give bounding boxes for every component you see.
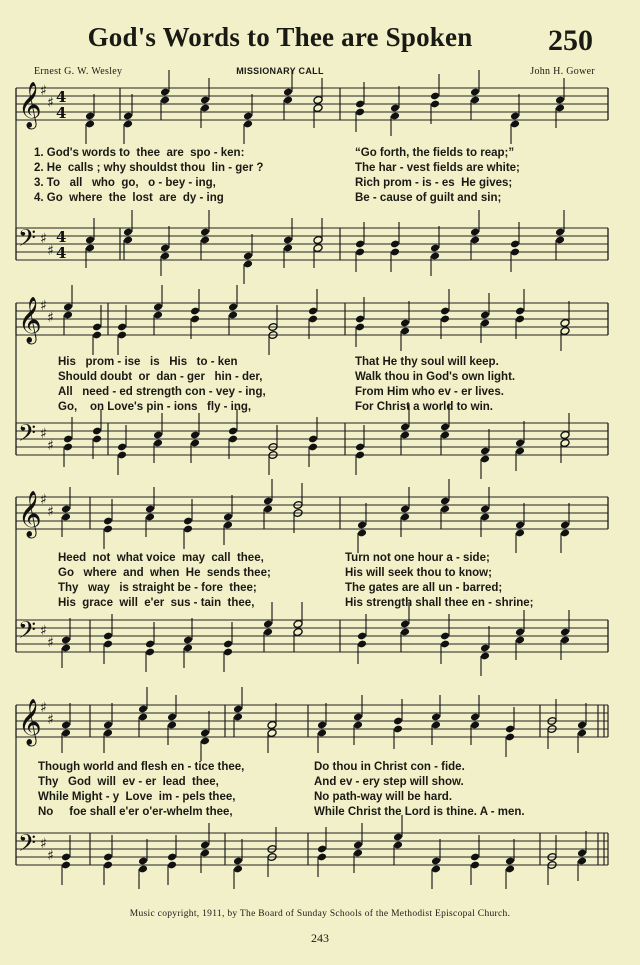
lyric-verse-3a: Thy way is straight be - fore thee; — [58, 582, 257, 594]
lyric-verse-2a: 2. He calls ; why shouldst thou lin - ger ? — [34, 162, 264, 174]
lyric-verse-2a: Go where and when He sends thee; — [58, 567, 271, 579]
system-2-treble-treble-clef-icon: 𝄞 — [18, 297, 42, 343]
lyric-verse-2b: And ev - ery step will show. — [314, 776, 464, 788]
system-1-bass-sharp-icon: ♯ — [40, 231, 47, 247]
lyric-verse-3b: No path-way will be hard. — [314, 791, 453, 803]
system-1-treble-sharp-icon: ♯ — [47, 95, 54, 111]
system-3-bass-sharp-icon: ♯ — [40, 623, 47, 639]
lyric-verse-4b: While Christ the Lord is thine. A - men. — [314, 806, 525, 818]
lyric-verse-1b: Do thou in Christ con - fide. — [314, 761, 465, 773]
lyric-verse-1a: His prom - ise is His to - ken — [58, 356, 238, 368]
system-4-treble-treble-clef-icon: 𝄞 — [18, 699, 42, 745]
lyric-verse-4b: Be - cause of guilt and sin; — [355, 192, 502, 204]
system-2-treble-sharp-icon: ♯ — [40, 298, 47, 314]
system-4-bass-sharp-icon: ♯ — [47, 848, 54, 864]
system-1-treble-time-sig-bottom: 4 — [56, 104, 67, 122]
system-3-treble-treble-clef-icon: 𝄞 — [18, 491, 42, 537]
system-4-treble-sharp-icon: ♯ — [40, 700, 47, 716]
lyric-verse-3b: From Him who ev - er lives. — [355, 386, 504, 398]
system-4-bass-bass-clef-icon: 𝄢 — [18, 829, 37, 862]
system-4-bass-sharp-icon: ♯ — [40, 836, 47, 852]
system-2-bass-sharp-icon: ♯ — [47, 438, 54, 454]
lyric-verse-3a: While Might - y Love im - pels thee, — [38, 791, 236, 803]
author-credit: Ernest G. W. Wesley — [34, 66, 123, 77]
lyric-verse-1a: 1. God's words to thee are spo - ken: — [34, 147, 245, 159]
lyric-verse-4a: No foe shall e'er o'er-whelm thee, — [38, 806, 233, 818]
system-2-bass-bass-clef-icon: 𝄢 — [18, 419, 37, 452]
lyric-verse-1a: Though world and flesh en - tice thee, — [38, 761, 245, 773]
tune-name: MISSIONARY CALL — [236, 66, 324, 76]
lyric-verse-3b: The gates are all un - barred; — [345, 582, 503, 594]
system-1-treble-sharp-icon: ♯ — [40, 83, 47, 99]
lyric-verse-2b: Walk thou in God's own light. — [355, 371, 516, 383]
lyric-verse-3a: 3. To all who go, o - bey - ing, — [34, 177, 216, 189]
lyric-verse-1b: “Go forth, the fields to reap;” — [355, 147, 515, 159]
hymn-title: God's Words to Thee are Spoken — [87, 22, 473, 52]
lyric-verse-2b: His will seek thou to know; — [345, 567, 492, 579]
lyric-verse-1a: Heed not what voice may call thee, — [58, 552, 264, 564]
lyric-verse-1b: That He thy soul will keep. — [355, 356, 499, 368]
composer-credit: John H. Gower — [530, 66, 595, 77]
copyright-notice: Music copyright, 1911, by The Board of Sunday Schools of the Methodist Episcopal Church. — [129, 909, 511, 919]
lyric-verse-1b: Turn not one hour a - side; — [345, 552, 490, 564]
system-1-bass-bass-clef-icon: 𝄢 — [18, 224, 37, 257]
hymn-number: 250 — [548, 24, 593, 57]
system-1-bass-time-sig-top: 4 — [56, 228, 67, 246]
system-3-bass-sharp-icon: ♯ — [47, 635, 54, 651]
system-2-bass-sharp-icon: ♯ — [40, 426, 47, 442]
lyric-verse-2a: Thy God will ev - er lead thee, — [38, 776, 219, 788]
system-4-treble-sharp-icon: ♯ — [47, 712, 54, 728]
system-3-treble-sharp-icon: ♯ — [47, 504, 54, 520]
system-3-bass-bass-clef-icon: 𝄢 — [18, 616, 37, 649]
page-number: 243 — [311, 931, 329, 945]
system-3-treble-sharp-icon: ♯ — [40, 492, 47, 508]
system-1-treble-time-sig-top: 4 — [56, 88, 67, 106]
lyric-verse-3b: Rich prom - is - es He gives; — [355, 177, 513, 189]
lyric-verse-4a: Go, on Love's pin - ions fly - ing, — [58, 401, 252, 413]
lyric-verse-4b: For Christ a world to win. — [355, 401, 493, 413]
system-1-bass-sharp-icon: ♯ — [47, 243, 54, 259]
system-2-treble-sharp-icon: ♯ — [47, 310, 54, 326]
lyric-verse-4b: His strength shall thee en - shrine; — [345, 597, 534, 609]
lyric-verse-2b: The har - vest fields are white; — [355, 162, 520, 174]
lyric-verse-4a: 4. Go where the lost are dy - ing — [34, 192, 224, 204]
system-1-treble-treble-clef-icon: 𝄞 — [18, 82, 42, 128]
lyric-verse-4a: His grace will e'er sus - tain thee, — [58, 597, 255, 609]
lyric-verse-3a: All need - ed strength con - vey - ing, — [58, 386, 266, 398]
system-1-bass-time-sig-bottom: 4 — [56, 244, 67, 262]
lyric-verse-2a: Should doubt or dan - ger hin - der, — [58, 371, 263, 383]
